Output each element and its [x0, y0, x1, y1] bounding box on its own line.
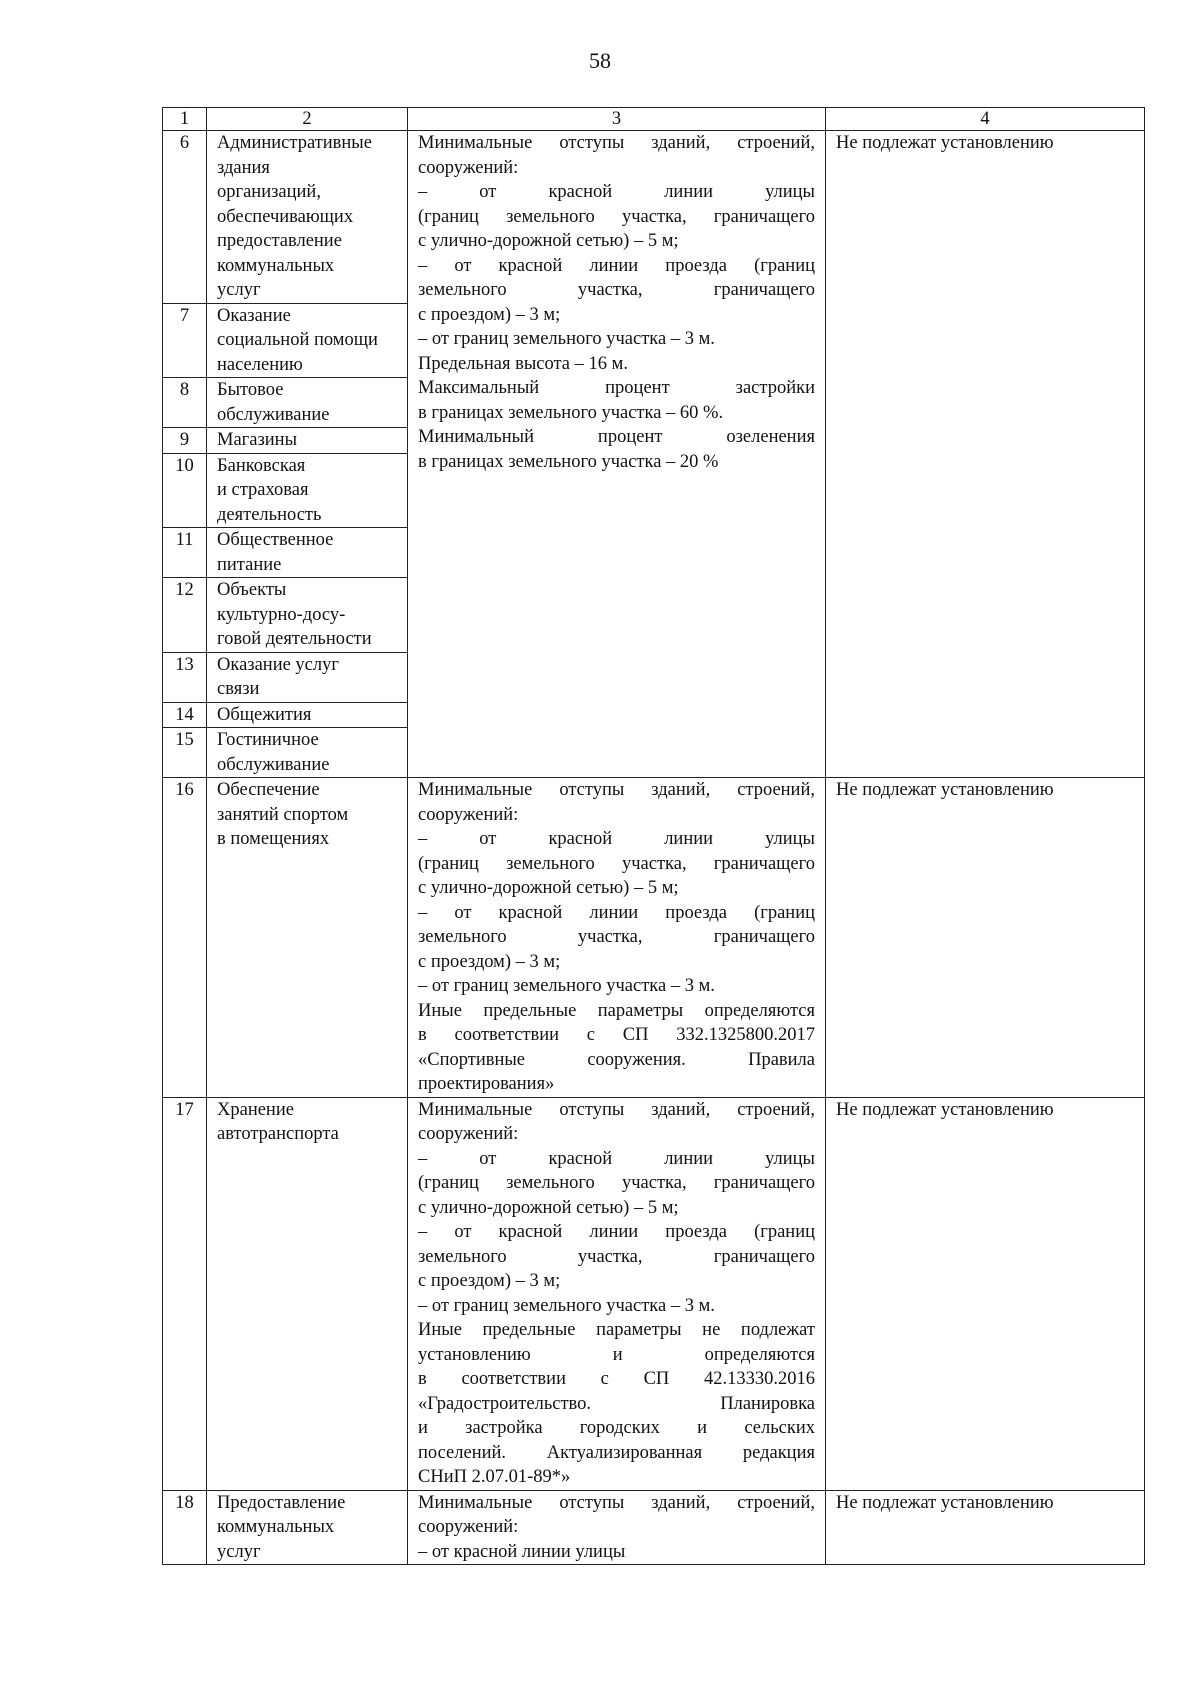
table-body [163, 131, 1145, 1565]
regulations-table [162, 107, 1145, 1565]
parameter-line: СНиП 2.07.01-89*» [418, 1467, 571, 1487]
parameter-line: с улично-дорожной сетью) – 5 м; [418, 878, 679, 898]
parameters-cell [408, 1097, 826, 1490]
parameter-line: – от красной линии проезда (границ [418, 255, 815, 276]
parameter-line: с проездом) – 3 м; [418, 951, 561, 972]
land-use-name-line: Оказание [217, 305, 291, 326]
land-use-name-line: предоставление [217, 231, 342, 251]
land-use-name [207, 652, 408, 702]
parameter-line: – от красной линии проезда (границ [418, 902, 815, 923]
row-number: 14 [163, 702, 207, 728]
land-use-name [207, 1097, 408, 1490]
header-cell: 3 [408, 108, 826, 131]
land-use-name [207, 131, 408, 304]
parameter-line: и застройка городских и сельских [418, 1418, 815, 1438]
row-number: 17 [163, 1097, 207, 1490]
parameter-line: – от границ земельного участка – 3 м. [418, 329, 715, 349]
land-use-name [207, 578, 408, 653]
land-use-name [207, 428, 408, 454]
parameter-line: земельного участка, граничащего [418, 1246, 815, 1267]
parameter-line: (границ земельного участка, граничащего [418, 853, 815, 874]
row-number: 9 [163, 428, 207, 454]
parameter-line: – от красной линии проезда (границ [418, 1222, 815, 1242]
parameter-line: в соответствии с СП 332.1325800.2017 [418, 1025, 815, 1045]
row-number: 11 [163, 528, 207, 578]
land-use-name-line: деятельность [217, 504, 322, 525]
land-use-name-line: услуг [217, 280, 261, 300]
header-row [163, 108, 1145, 131]
header-cell: 2 [207, 108, 408, 131]
land-use-name [207, 453, 408, 528]
row-number: 7 [163, 303, 207, 378]
header-cell: 4 [826, 108, 1145, 131]
parameter-line: Минимальные отступы зданий, строений, [418, 780, 815, 800]
parameter-line: «Спортивные сооружения. Правила [418, 1049, 815, 1070]
land-use-name-line: услуг [217, 1541, 261, 1562]
parameter-line: Иные предельные параметры не подлежат [418, 1320, 815, 1340]
parameter-line: сооружений: [418, 157, 519, 178]
land-use-name-line: Общежития [217, 704, 312, 725]
limits-cell: Не подлежат установлению [826, 778, 1145, 1098]
land-use-name-line: Административные [217, 133, 372, 153]
land-use-name-line: Обеспечение [217, 780, 320, 800]
row-number: 12 [163, 578, 207, 653]
table-row [163, 1097, 1145, 1490]
row-number: 8 [163, 378, 207, 428]
table-row [163, 131, 1145, 304]
land-use-name-line: Банковская [217, 455, 306, 476]
land-use-name [207, 1490, 408, 1565]
land-use-name [207, 378, 408, 428]
land-use-name-line: коммунальных [217, 1517, 335, 1537]
land-use-name-line: населению [217, 354, 303, 375]
row-number: 18 [163, 1490, 207, 1565]
parameter-line: Иные предельные параметры определяются [418, 1000, 815, 1021]
parameter-line: в границах земельного участка – 60 %. [418, 402, 724, 423]
row-number: 6 [163, 131, 207, 304]
parameter-line: проектирования» [418, 1074, 555, 1094]
land-use-name-line: Предоставление [217, 1492, 346, 1513]
land-use-name [207, 728, 408, 778]
parameters-cell [408, 778, 826, 1098]
land-use-name [207, 528, 408, 578]
land-use-name-line: обеспечивающих [217, 206, 354, 227]
page-number: 58 [589, 48, 611, 73]
parameter-line: Минимальные отступы зданий, строений, [418, 1099, 815, 1120]
parameter-line: поселений. Актуализированная редакция [418, 1442, 815, 1463]
land-use-name [207, 778, 408, 1098]
row-number: 10 [163, 453, 207, 528]
parameter-line: с улично-дорожной сетью) – 5 м; [418, 231, 679, 251]
parameters-cell [408, 131, 826, 778]
row-number: 15 [163, 728, 207, 778]
parameter-line: сооружений: [418, 804, 519, 825]
land-use-name-line: Общественное [217, 530, 334, 550]
parameter-line: – от красной линии улицы [418, 1541, 626, 1562]
land-use-name-line: в помещениях [217, 829, 330, 849]
land-use-name-line: культурно-досу- [217, 604, 346, 625]
land-use-name-line: здания [217, 157, 270, 178]
parameter-line: сооружений: [418, 1124, 519, 1144]
land-use-name-line: социальной помощи [217, 330, 378, 350]
land-use-name-line: обслуживание [217, 404, 330, 425]
parameter-line: с проездом) – 3 м; [418, 304, 561, 325]
parameter-line: – от красной линии улицы [418, 182, 815, 202]
parameter-line: «Градостроительство. Планировка [418, 1393, 815, 1414]
parameter-line: Минимальные отступы зданий, строений, [418, 1492, 815, 1513]
land-use-name-line: Гостиничное [217, 730, 319, 750]
row-number: 13 [163, 652, 207, 702]
table-row [163, 1490, 1145, 1565]
land-use-name-line: коммунальных [217, 255, 335, 276]
parameter-line: с проездом) – 3 м; [418, 1271, 561, 1291]
parameter-line: с улично-дорожной сетью) – 5 м; [418, 1197, 679, 1218]
land-use-name-line: питание [217, 554, 282, 575]
land-use-name-line: Магазины [217, 430, 297, 450]
land-use-name-line: Объекты [217, 580, 287, 600]
land-use-name-line: автотранспорта [217, 1124, 339, 1144]
land-use-name-line: обслуживание [217, 754, 330, 775]
parameters-cell [408, 1490, 826, 1565]
parameter-line: – от красной линии улицы [418, 1148, 815, 1169]
limits-cell: Не подлежат установлению [826, 1097, 1145, 1490]
parameter-line: Предельная высота – 16 м. [418, 353, 628, 374]
parameter-line: Максимальный процент застройки [418, 378, 815, 398]
land-use-name [207, 702, 408, 728]
parameter-line: Минимальный процент озеленения [418, 427, 815, 447]
parameter-line: – от границ земельного участка – 3 м. [418, 1295, 715, 1316]
parameter-line: в границах земельного участка – 20 % [418, 451, 719, 472]
table-row [163, 778, 1145, 1098]
land-use-name-line: связи [217, 679, 260, 699]
parameter-line: – от границ земельного участка – 3 м. [418, 976, 715, 996]
land-use-name [207, 303, 408, 378]
limits-cell: Не подлежат установлению [826, 1490, 1145, 1565]
land-use-name-line: Оказание услуг [217, 654, 339, 675]
land-use-name-line: Бытовое [217, 380, 284, 400]
land-use-name-line: говой деятельности [217, 629, 372, 649]
parameter-line: – от красной линии улицы [418, 829, 815, 849]
parameter-line: земельного участка, граничащего [418, 927, 815, 947]
row-number: 16 [163, 778, 207, 1098]
land-use-name-line: Хранение [217, 1099, 294, 1120]
land-use-name-line: занятий спортом [217, 804, 349, 825]
header-cell: 1 [163, 108, 207, 131]
parameter-line: (границ земельного участка, граничащего [418, 206, 815, 227]
parameter-line: установлению и определяются [418, 1344, 815, 1365]
parameter-line: Минимальные отступы зданий, строений, [418, 133, 815, 153]
parameter-line: в соответствии с СП 42.13330.2016 [418, 1369, 815, 1389]
parameter-line: сооружений: [418, 1517, 519, 1537]
parameter-line: (границ земельного участка, граничащего [418, 1173, 815, 1193]
land-use-name-line: организаций, [217, 182, 321, 202]
limits-cell: Не подлежат установлению [826, 131, 1145, 778]
land-use-name-line: и страховая [217, 480, 309, 500]
parameter-line: земельного участка, граничащего [418, 280, 815, 300]
